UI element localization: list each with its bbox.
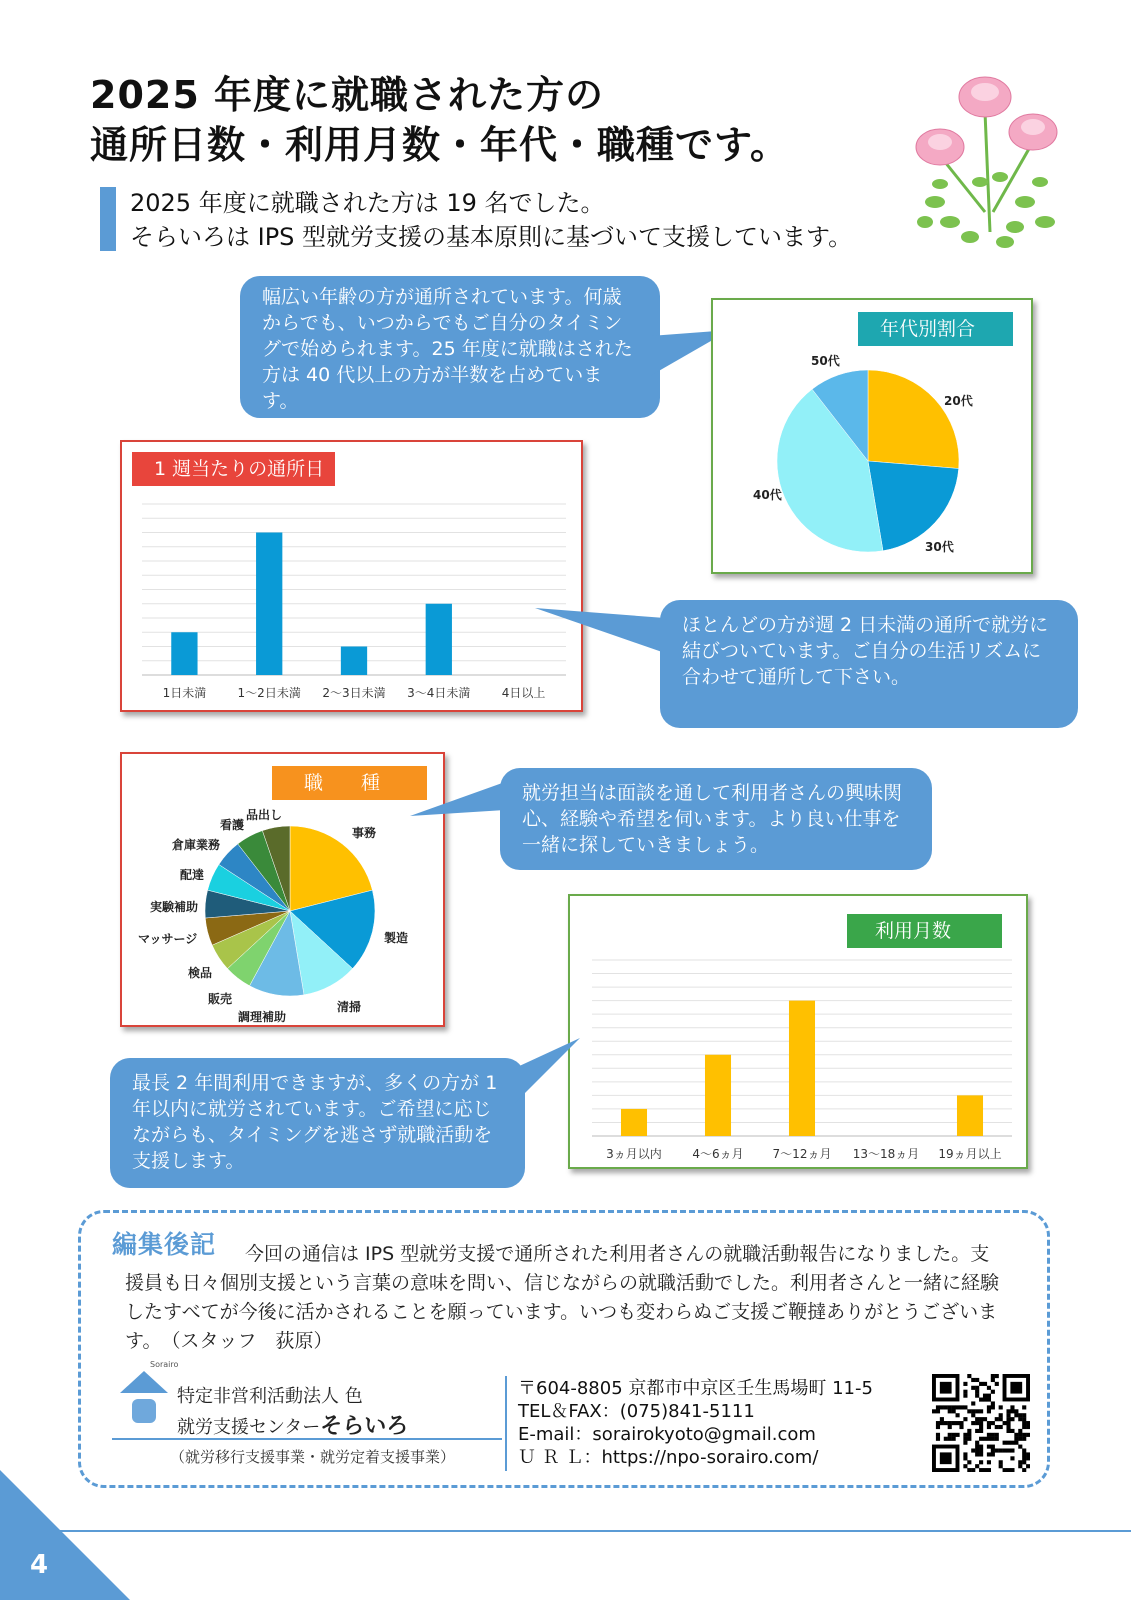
- job-label-lab: 実験補助: [150, 900, 199, 914]
- age-label-20s: 20代: [944, 394, 973, 408]
- job-label-office: 事務: [352, 826, 377, 840]
- bar: [341, 647, 367, 676]
- bar: [256, 533, 282, 676]
- bar: [426, 604, 452, 675]
- job-label-warehouse: 倉庫業務: [172, 838, 221, 852]
- page-title: [90, 70, 789, 170]
- months-chart-title-text: 利用月数: [875, 920, 952, 942]
- org-divider: [112, 1438, 502, 1440]
- job-label-inspection: 検品: [188, 966, 213, 980]
- job-chart-title-text: 職 種: [304, 772, 381, 794]
- intro-line-2: そらいろは IPS 型就労支援の基本原則に基づいて支援しています。: [130, 223, 853, 251]
- job-speech-bubble: [500, 768, 932, 870]
- age-label-50s: 50代: [811, 354, 840, 368]
- job-label-cooking: 調理補助: [238, 1010, 287, 1024]
- logo-small-text: Sorairo: [150, 1360, 179, 1369]
- months-chart: [568, 894, 1028, 1169]
- x-tick-label: 3ヵ月以内: [606, 1147, 662, 1161]
- bar: [621, 1109, 647, 1136]
- job-label-sales: 販売: [208, 992, 233, 1006]
- x-tick-label: 3～4日未満: [407, 686, 471, 700]
- x-tick-label: 4日以上: [501, 686, 546, 700]
- org-note: （就労移行支援事業・就労定着支援事業）: [170, 1448, 456, 1466]
- contact-address: 〒604-8805 京都市中京区壬生馬場町 11-5: [518, 1378, 873, 1399]
- x-tick-label: 2～3日未満: [322, 686, 386, 700]
- days-chart: [120, 440, 583, 712]
- x-tick-label: 1～2日未満: [237, 686, 301, 700]
- bubble-tail: [515, 1048, 585, 1108]
- age-pie: [775, 368, 961, 554]
- contact-divider: [505, 1376, 507, 1471]
- days-bubble-text: ほとんどの方が週 2 日未満の通所で就労に結びついています。ご自分の生活リズムに合わせて通所して下さい。: [682, 614, 1049, 688]
- intro-text: [130, 186, 852, 254]
- org-line-2: [177, 1409, 408, 1440]
- x-tick-label: 19ヵ月以上: [938, 1147, 1002, 1161]
- days-chart-title-text: 1 週当たりの通所日数: [154, 458, 325, 514]
- job-label-nursing: 看護: [220, 818, 245, 832]
- bar: [957, 1095, 983, 1136]
- bar: [789, 1001, 815, 1136]
- age-chart-title: [858, 312, 1013, 346]
- job-chart-title: [272, 766, 427, 800]
- pie-slice: [868, 370, 959, 469]
- org-name: そらいろ: [320, 1414, 409, 1439]
- house-logo-icon: [116, 1365, 172, 1425]
- bar: [705, 1055, 731, 1136]
- age-bubble-text: 幅広い年齢の方が通所されています。何歳からでも、いつからでもご自分のタイミングで始められます。25 年度に就職はされた方は 40 代以上の方が半数を占めています。: [262, 286, 633, 412]
- job-label-manufacturing: 製造: [384, 931, 409, 945]
- x-tick-label: 13～18ヵ月: [852, 1147, 920, 1161]
- page-number: 4: [30, 1550, 49, 1580]
- days-chart-title: [132, 452, 335, 514]
- bubble-tail: [535, 608, 665, 668]
- intro-accent-bar: [100, 187, 116, 251]
- months-speech-bubble: [110, 1058, 525, 1188]
- org-line-2-prefix: 就労支援センター: [177, 1417, 321, 1438]
- x-tick-label: 1日未満: [162, 686, 207, 700]
- x-tick-label: 4～6ヵ月: [692, 1147, 744, 1161]
- job-pie: [203, 824, 377, 998]
- months-chart-title: [847, 914, 1002, 948]
- age-chart-title-text: 年代別割合: [880, 318, 976, 340]
- bar: [171, 632, 197, 675]
- job-chart: [120, 752, 445, 1027]
- age-label-40s: 40代: [753, 488, 782, 502]
- page-corner: [0, 1470, 130, 1600]
- x-tick-label: 7～12ヵ月: [772, 1147, 832, 1161]
- afterword-text: 今回の通信は IPS 型就労支援で通所された利用者さんの就職活動報告になりました。支援員も日々個別支援という言葉の意味を問い、信じながらの就職活動でした。利用者さんと一緒に経験したすべてが今後に活かされることを願っています。いつも変わらぬご支援ご鞭撻ありがとうございます。 （スタッフ 荻原）: [125, 1243, 1000, 1352]
- job-label-stocking: 品出し: [246, 808, 283, 822]
- age-label-30s: 30代: [925, 540, 954, 554]
- qr-code-icon[interactable]: [932, 1374, 1030, 1472]
- months-bar-plot: [584, 956, 1020, 1166]
- job-label-massage: マッサージ: [138, 932, 198, 946]
- contact-url[interactable]: Ｕ Ｒ Ｌ：https://npo-sorairo.com/: [518, 1447, 819, 1468]
- contact-block: [518, 1377, 873, 1469]
- intro-line-1: 2025 年度に就職された方は 19 名でした。: [130, 189, 605, 217]
- title-line-2: 通所日数・利用月数・年代・職種です。: [90, 123, 789, 167]
- afterword-heading: 編集後記: [112, 1230, 217, 1259]
- job-label-cleaning: 清掃: [337, 1000, 362, 1014]
- days-speech-bubble: [660, 600, 1078, 728]
- org-line-1: 特定非営利活動法人 色: [177, 1386, 363, 1407]
- job-label-delivery: 配達: [180, 868, 205, 882]
- days-bar-plot: [134, 500, 574, 705]
- contact-tel: TEL＆FAX：(075)841-5111: [518, 1401, 755, 1422]
- footer-line: [60, 1530, 1131, 1532]
- age-chart: [711, 298, 1033, 574]
- clover-flower-icon: [905, 72, 1065, 252]
- title-line-1: 2025 年度に就職された方の: [90, 73, 604, 117]
- contact-email[interactable]: E-mail：sorairokyoto@gmail.com: [518, 1424, 816, 1445]
- age-speech-bubble: [240, 276, 660, 418]
- job-bubble-text: 就労担当は面談を通して利用者さんの興味関心、経験や希望を伺います。より良い仕事を一緒に探していきましょう。: [522, 782, 903, 856]
- bubble-tail: [410, 782, 505, 822]
- months-bubble-text: 最長 2 年間利用できますが、多くの方が 1 年以内に就労されています。ご希望に応じながらも、タイミングを逃さず就職活動を支援します。: [132, 1072, 498, 1172]
